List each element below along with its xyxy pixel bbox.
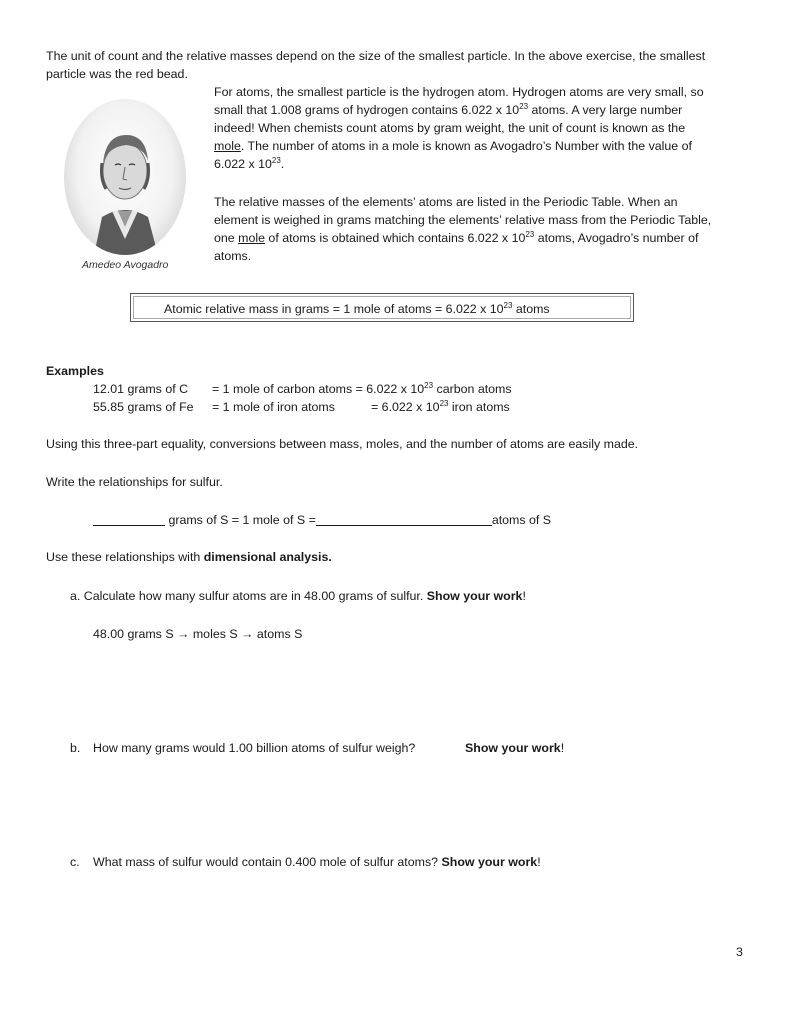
- question-b-show-work: Show your work!: [465, 741, 565, 755]
- avogadro-para-line-5: 6.022 x $10^{23}$.: [214, 156, 285, 171]
- avogadro-para-line-1: For atoms, the smallest particle is the hydrogen atom. Hydrogen atoms are very small, so: [214, 85, 704, 99]
- examples-heading: Examples: [46, 364, 104, 378]
- avogadro-para-line-2: small that 1.008 grams of hydrogen contains 6.022 x $10^{23}$ atoms. A very large number: [214, 102, 683, 117]
- periodic-para-line-2: element is weighed in grams matching the elements’ relative mass from the Periodic Table,: [214, 213, 712, 227]
- sulfur-prompt: Write the relationships for sulfur.: [46, 475, 223, 489]
- three-part-text: Using this three-part equality, conversions between mass, moles, and the number of atoms are easily made.: [46, 437, 639, 451]
- example-carbon-equality: = 1 mole of carbon atoms = 6.022 x $10^{23}$ carbon atoms: [212, 381, 512, 396]
- question-c-letter: c.: [70, 855, 80, 869]
- grams-blank[interactable]: [93, 512, 165, 526]
- dimensional-analysis-text: Use these relationships with dimensional analysis.: [46, 550, 332, 564]
- equality-text: Atomic relative mass in grams = 1 mole of atoms = 6.022 x $10^{23}$ atoms: [164, 301, 550, 316]
- example-carbon-mass: 12.01 grams of C: [93, 382, 189, 396]
- avogadro-para-line-3: indeed! When chemists count atoms by gram weight, the unit of count is known as the: [214, 121, 686, 135]
- periodic-para-line-1: The relative masses of the elements’ atoms are listed in the Periodic Table. When an: [214, 195, 678, 209]
- sulfur-relationship: grams of S = 1 mole of S = atoms of S: [93, 511, 551, 529]
- page-number: 3: [736, 945, 743, 959]
- example-iron-mass: 55.85 grams of Fe: [93, 400, 194, 414]
- question-b-letter: b.: [70, 741, 81, 755]
- equality-box: [130, 293, 634, 322]
- periodic-para-line-4: atoms.: [214, 249, 252, 263]
- avogadro-portrait: [64, 99, 186, 255]
- intro-line-1: The unit of count and the relative masses depend on the size of the smallest particle. In the above exercise, the smallest: [46, 49, 706, 63]
- example-iron-moles: = 1 mole of iron atoms: [212, 400, 335, 414]
- avogadro-para-line-4: mole. The number of atoms in a mole is known as Avogadro’s Number with the value of: [214, 139, 692, 153]
- question-a-path: 48.00 grams S → moles S → atoms S: [93, 627, 303, 641]
- portrait-sketch-icon: [64, 99, 186, 255]
- periodic-para-line-3: one mole of atoms is obtained which contains 6.022 x $10^{23}$ atoms, Avogadro’s number of: [214, 230, 699, 245]
- question-b-text: How many grams would 1.00 billion atoms of sulfur weigh?: [93, 741, 416, 755]
- question-c-text: What mass of sulfur would contain 0.400 mole of sulfur atoms? Show your work!: [93, 855, 541, 869]
- question-a: a. Calculate how many sulfur atoms are in 48.00 grams of sulfur. Show your work!: [70, 589, 526, 603]
- atoms-blank[interactable]: [316, 512, 492, 526]
- portrait-caption: Amedeo Avogadro: [82, 259, 169, 271]
- example-iron-atoms: = 6.022 x $10^{23}$ iron atoms: [371, 399, 510, 414]
- intro-line-2: particle was the red bead.: [46, 67, 188, 81]
